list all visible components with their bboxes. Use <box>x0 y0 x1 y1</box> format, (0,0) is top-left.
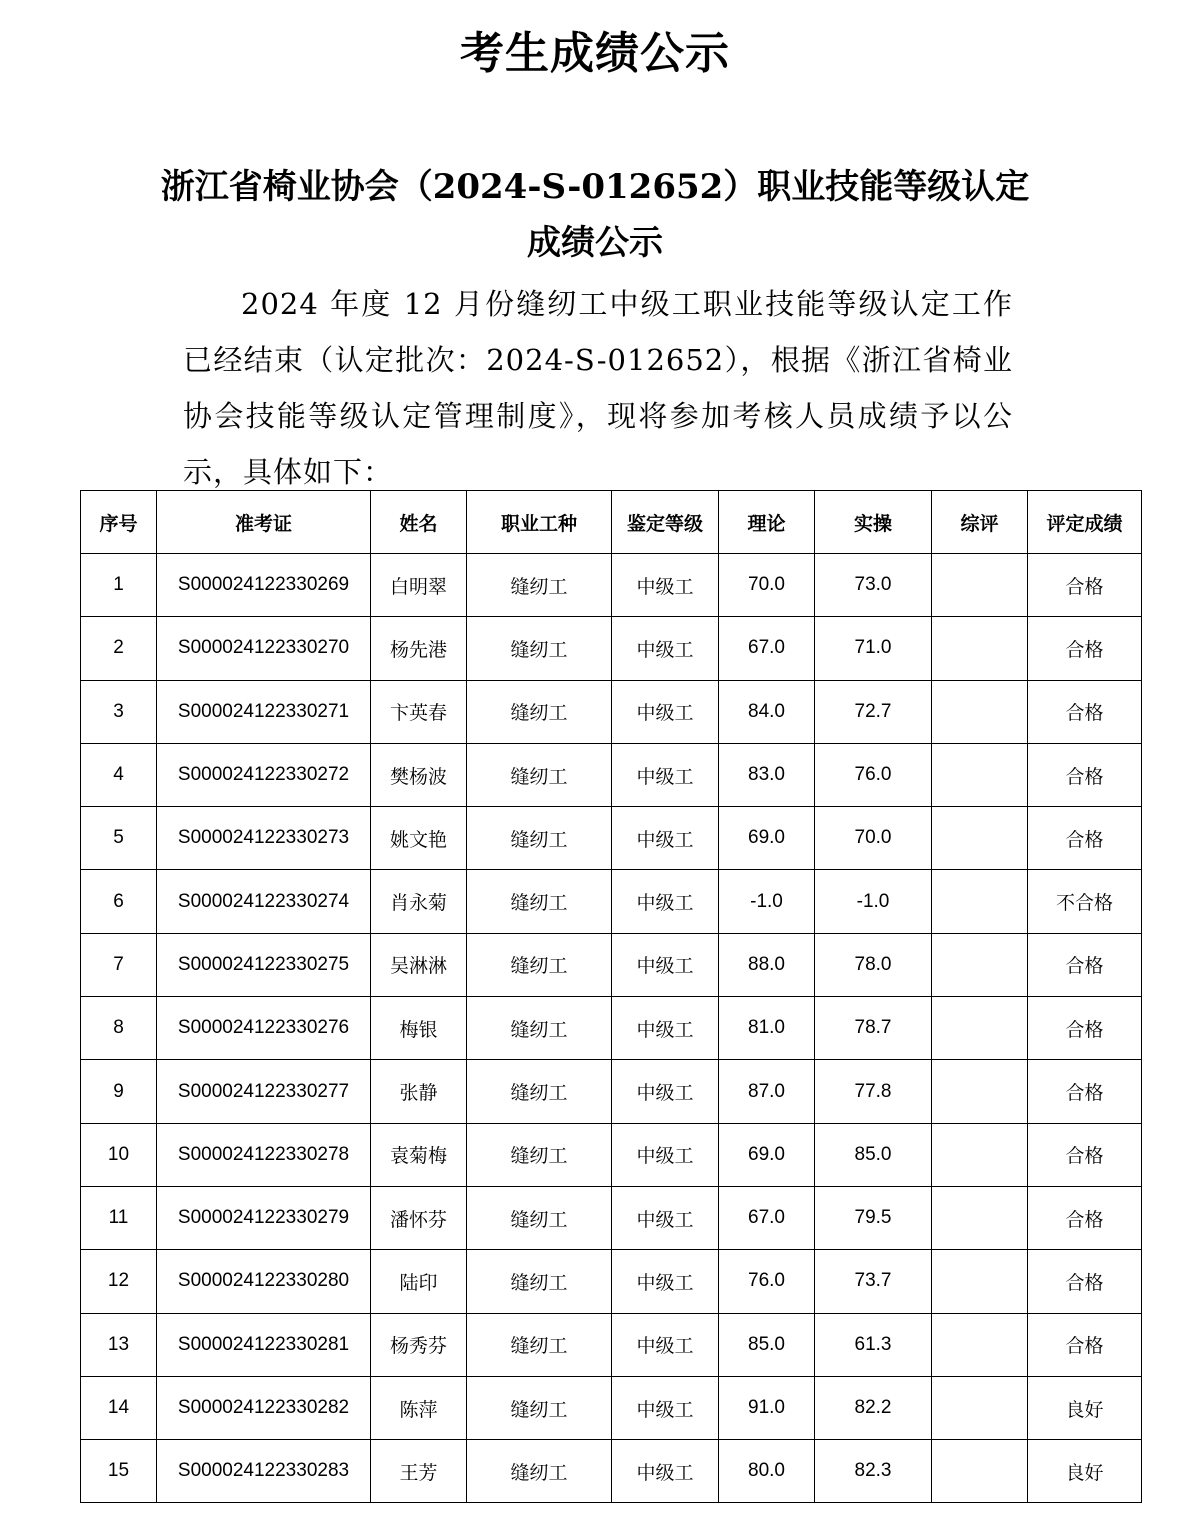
cell-no: 7 <box>81 933 157 996</box>
cell-name: 姚文艳 <box>371 807 467 870</box>
cell-overall <box>932 997 1028 1060</box>
cell-result: 合格 <box>1028 1123 1142 1186</box>
cell-result: 合格 <box>1028 1060 1142 1123</box>
cell-name: 梅银 <box>371 997 467 1060</box>
cell-result: 合格 <box>1028 680 1142 743</box>
cell-practice: 85.0 <box>815 1123 932 1186</box>
cell-level: 中级工 <box>612 1060 719 1123</box>
cell-no: 10 <box>81 1123 157 1186</box>
cell-overall <box>932 1376 1028 1439</box>
cell-theory: 69.0 <box>719 807 815 870</box>
cell-no: 1 <box>81 554 157 617</box>
cell-theory: 83.0 <box>719 743 815 806</box>
page-title: 考生成绩公示 <box>460 28 730 79</box>
cell-name: 杨秀芬 <box>371 1313 467 1376</box>
cell-level: 中级工 <box>612 1123 719 1186</box>
cell-trade: 缝纫工 <box>467 807 612 870</box>
cell-practice: 78.7 <box>815 997 932 1060</box>
cell-trade: 缝纫工 <box>467 1060 612 1123</box>
cell-trade: 缝纫工 <box>467 1440 612 1503</box>
cell-practice: 71.0 <box>815 617 932 680</box>
table-body <box>81 554 1142 1503</box>
cell-result: 合格 <box>1028 617 1142 680</box>
cell-result: 合格 <box>1028 1250 1142 1313</box>
cell-theory: 70.0 <box>719 554 815 617</box>
cell-result: 合格 <box>1028 1313 1142 1376</box>
cell-overall <box>932 1250 1028 1313</box>
cell-name: 袁菊梅 <box>371 1123 467 1186</box>
cell-practice: 76.0 <box>815 743 932 806</box>
intro-paragraph: 2024 年度 12 月份缝纫工中级工职业技能等级认定工作已经结束（认定批次：2024-S-012652），根据《浙江省椅业协会技能等级认定管理制度》，现将参加考核人员成绩予以公示，具体如下： <box>183 287 1013 489</box>
cell-overall <box>932 1440 1028 1503</box>
table-row <box>81 617 1142 680</box>
cell-practice: 61.3 <box>815 1313 932 1376</box>
header-level: 鉴定等级 <box>612 491 719 554</box>
cell-practice: 82.2 <box>815 1376 932 1439</box>
table-row <box>81 1440 1142 1503</box>
cell-trade: 缝纫工 <box>467 617 612 680</box>
cell-name: 王芳 <box>371 1440 467 1503</box>
cell-level: 中级工 <box>612 554 719 617</box>
cell-ticket: S000024122330272 <box>157 743 371 806</box>
cell-level: 中级工 <box>612 997 719 1060</box>
table-row <box>81 1186 1142 1249</box>
cell-trade: 缝纫工 <box>467 1250 612 1313</box>
cell-name: 樊杨波 <box>371 743 467 806</box>
cell-theory: 80.0 <box>719 1440 815 1503</box>
table-row <box>81 1250 1142 1313</box>
cell-theory: 87.0 <box>719 1060 815 1123</box>
cell-no: 4 <box>81 743 157 806</box>
cell-theory: -1.0 <box>719 870 815 933</box>
table-header-row <box>81 491 1142 554</box>
cell-overall <box>932 933 1028 996</box>
cell-result: 合格 <box>1028 1186 1142 1249</box>
cell-result: 良好 <box>1028 1376 1142 1439</box>
table-row <box>81 933 1142 996</box>
cell-overall <box>932 743 1028 806</box>
cell-level: 中级工 <box>612 933 719 996</box>
cell-name: 潘怀芬 <box>371 1186 467 1249</box>
cell-result: 合格 <box>1028 933 1142 996</box>
cell-ticket: S000024122330279 <box>157 1186 371 1249</box>
cell-no: 2 <box>81 617 157 680</box>
cell-trade: 缝纫工 <box>467 997 612 1060</box>
cell-practice: 78.0 <box>815 933 932 996</box>
header-overall: 综评 <box>932 491 1028 554</box>
subtitle-line-1: 浙江省椅业协会（2024-S-012652）职业技能等级认定 <box>160 167 1030 207</box>
cell-ticket: S000024122330280 <box>157 1250 371 1313</box>
table-row <box>81 743 1142 806</box>
cell-practice: 73.0 <box>815 554 932 617</box>
cell-practice: -1.0 <box>815 870 932 933</box>
cell-overall <box>932 617 1028 680</box>
cell-level: 中级工 <box>612 1376 719 1439</box>
cell-trade: 缝纫工 <box>467 1186 612 1249</box>
cell-overall <box>932 807 1028 870</box>
header-theory: 理论 <box>719 491 815 554</box>
cell-name: 卞英春 <box>371 680 467 743</box>
cell-level: 中级工 <box>612 743 719 806</box>
header-trade: 职业工种 <box>467 491 612 554</box>
cell-trade: 缝纫工 <box>467 1123 612 1186</box>
cell-theory: 67.0 <box>719 1186 815 1249</box>
cell-name: 张静 <box>371 1060 467 1123</box>
cell-practice: 82.3 <box>815 1440 932 1503</box>
cell-level: 中级工 <box>612 617 719 680</box>
cell-theory: 91.0 <box>719 1376 815 1439</box>
cell-practice: 79.5 <box>815 1186 932 1249</box>
header-practice: 实操 <box>815 491 932 554</box>
cell-overall <box>932 1060 1028 1123</box>
cell-result: 合格 <box>1028 997 1142 1060</box>
cell-trade: 缝纫工 <box>467 933 612 996</box>
cell-no: 3 <box>81 680 157 743</box>
cell-no: 5 <box>81 807 157 870</box>
cell-name: 杨先港 <box>371 617 467 680</box>
cell-no: 9 <box>81 1060 157 1123</box>
cell-theory: 88.0 <box>719 933 815 996</box>
cell-overall <box>932 1313 1028 1376</box>
cell-no: 12 <box>81 1250 157 1313</box>
cell-overall <box>932 1123 1028 1186</box>
table-row <box>81 1123 1142 1186</box>
cell-ticket: S000024122330275 <box>157 933 371 996</box>
cell-result: 合格 <box>1028 807 1142 870</box>
cell-theory: 81.0 <box>719 997 815 1060</box>
cell-ticket: S000024122330283 <box>157 1440 371 1503</box>
table-row <box>81 870 1142 933</box>
cell-result: 合格 <box>1028 554 1142 617</box>
header-no: 序号 <box>81 491 157 554</box>
subtitle-line-2: 成绩公示 <box>527 223 663 263</box>
cell-level: 中级工 <box>612 807 719 870</box>
header-ticket: 准考证 <box>157 491 371 554</box>
cell-no: 14 <box>81 1376 157 1439</box>
cell-trade: 缝纫工 <box>467 680 612 743</box>
cell-practice: 73.7 <box>815 1250 932 1313</box>
cell-overall <box>932 870 1028 933</box>
cell-theory: 69.0 <box>719 1123 815 1186</box>
cell-no: 13 <box>81 1313 157 1376</box>
cell-overall <box>932 554 1028 617</box>
cell-overall <box>932 1186 1028 1249</box>
table-row <box>81 807 1142 870</box>
cell-ticket: S000024122330278 <box>157 1123 371 1186</box>
results-table <box>80 490 1142 1503</box>
cell-result: 良好 <box>1028 1440 1142 1503</box>
cell-ticket: S000024122330281 <box>157 1313 371 1376</box>
header-name: 姓名 <box>371 491 467 554</box>
cell-trade: 缝纫工 <box>467 870 612 933</box>
cell-practice: 72.7 <box>815 680 932 743</box>
cell-trade: 缝纫工 <box>467 1376 612 1439</box>
cell-name: 白明翠 <box>371 554 467 617</box>
cell-no: 8 <box>81 997 157 1060</box>
cell-no: 15 <box>81 1440 157 1503</box>
cell-practice: 70.0 <box>815 807 932 870</box>
cell-result: 不合格 <box>1028 870 1142 933</box>
cell-ticket: S000024122330282 <box>157 1376 371 1439</box>
cell-practice: 77.8 <box>815 1060 932 1123</box>
cell-result: 合格 <box>1028 743 1142 806</box>
cell-name: 吴淋淋 <box>371 933 467 996</box>
cell-trade: 缝纫工 <box>467 743 612 806</box>
cell-ticket: S000024122330271 <box>157 680 371 743</box>
cell-name: 肖永菊 <box>371 870 467 933</box>
cell-ticket: S000024122330276 <box>157 997 371 1060</box>
table-row <box>81 1376 1142 1439</box>
cell-theory: 67.0 <box>719 617 815 680</box>
cell-no: 6 <box>81 870 157 933</box>
table-row <box>81 1060 1142 1123</box>
table-row <box>81 680 1142 743</box>
cell-level: 中级工 <box>612 1186 719 1249</box>
cell-theory: 76.0 <box>719 1250 815 1313</box>
cell-level: 中级工 <box>612 680 719 743</box>
table-row <box>81 997 1142 1060</box>
cell-level: 中级工 <box>612 1250 719 1313</box>
cell-ticket: S000024122330274 <box>157 870 371 933</box>
cell-name: 陈萍 <box>371 1376 467 1439</box>
cell-name: 陆印 <box>371 1250 467 1313</box>
cell-overall <box>932 680 1028 743</box>
cell-ticket: S000024122330277 <box>157 1060 371 1123</box>
cell-trade: 缝纫工 <box>467 554 612 617</box>
cell-level: 中级工 <box>612 870 719 933</box>
cell-ticket: S000024122330270 <box>157 617 371 680</box>
cell-theory: 85.0 <box>719 1313 815 1376</box>
cell-level: 中级工 <box>612 1313 719 1376</box>
table-row <box>81 1313 1142 1376</box>
cell-level: 中级工 <box>612 1440 719 1503</box>
cell-trade: 缝纫工 <box>467 1313 612 1376</box>
cell-no: 11 <box>81 1186 157 1249</box>
cell-ticket: S000024122330269 <box>157 554 371 617</box>
table-row <box>81 554 1142 617</box>
header-result: 评定成绩 <box>1028 491 1142 554</box>
cell-theory: 84.0 <box>719 680 815 743</box>
cell-ticket: S000024122330273 <box>157 807 371 870</box>
